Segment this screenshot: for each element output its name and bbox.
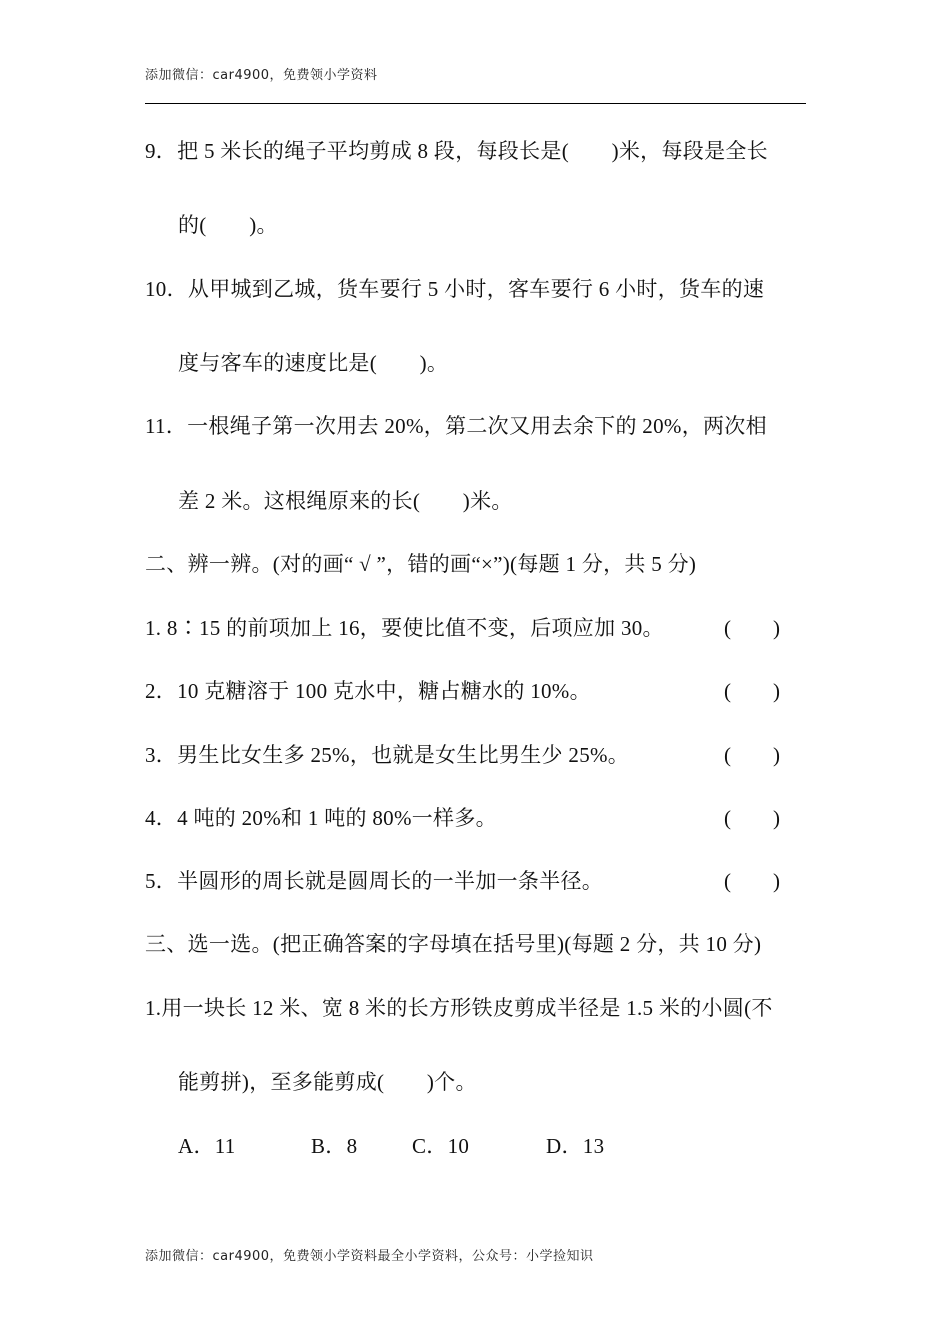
option-d: D．13 <box>546 1134 605 1158</box>
choice-question-1-line-1: 1.用一块长 12 米、宽 8 米的长方形铁皮剪成半径是 1.5 米的小圆(不 <box>145 996 773 1020</box>
question-9-line-1: 9．把 5 米长的绳子平均剪成 8 段，每段长是( )米，每段是全长 <box>145 139 768 163</box>
page-header: 添加微信：car4900，免费领小学资料 <box>145 68 378 83</box>
judge-answer-blank-1: ( ) <box>724 616 780 640</box>
question-11-line-2: 差 2 米。这根绳原来的长( )米。 <box>178 489 513 513</box>
judge-item-3: 3．男生比女生多 25%，也就是女生比男生少 25%。 <box>145 743 630 767</box>
question-10-line-1: 10．从甲城到乙城，货车要行 5 小时，客车要行 6 小时，货车的速 <box>145 277 765 301</box>
judge-answer-blank-5: ( ) <box>724 869 780 893</box>
judge-item-5: 5．半圆形的周长就是圆周长的一半加一条半径。 <box>145 869 604 893</box>
option-c: C．10 <box>412 1134 470 1158</box>
judge-item-2: 2．10 克糖溶于 100 克水中，糖占糖水的 10%。 <box>145 679 591 703</box>
option-a: A．11 <box>178 1134 236 1158</box>
section-3-heading: 三、选一选。(把正确答案的字母填在括号里)(每题 2 分，共 10 分) <box>145 932 762 956</box>
question-11-line-1: 11．一根绳子第一次用去 20%，第二次又用去余下的 20%，两次相 <box>145 414 767 438</box>
question-10-line-2: 度与客车的速度比是( )。 <box>178 351 449 375</box>
option-b: B．8 <box>311 1134 358 1158</box>
question-9-line-2: 的( )。 <box>178 213 278 237</box>
judge-item-4: 4．4 吨的 20%和 1 吨的 80%一样多。 <box>145 806 497 830</box>
page-footer: 添加微信：car4900，免费领小学资料最全小学资料，公众号：小学捡知识 <box>145 1249 594 1264</box>
choice-question-1-line-2: 能剪拼)，至多能剪成( )个。 <box>178 1070 477 1094</box>
header-divider <box>145 103 806 104</box>
judge-item-1: 1. 8∶15 的前项加上 16，要使比值不变，后项应加 30。 <box>145 616 664 640</box>
judge-answer-blank-3: ( ) <box>724 743 780 767</box>
section-2-heading: 二、辨一辨。(对的画“ √ ”，错的画“×”)(每题 1 分，共 5 分) <box>145 552 697 576</box>
judge-answer-blank-4: ( ) <box>724 806 780 830</box>
judge-answer-blank-2: ( ) <box>724 679 780 703</box>
